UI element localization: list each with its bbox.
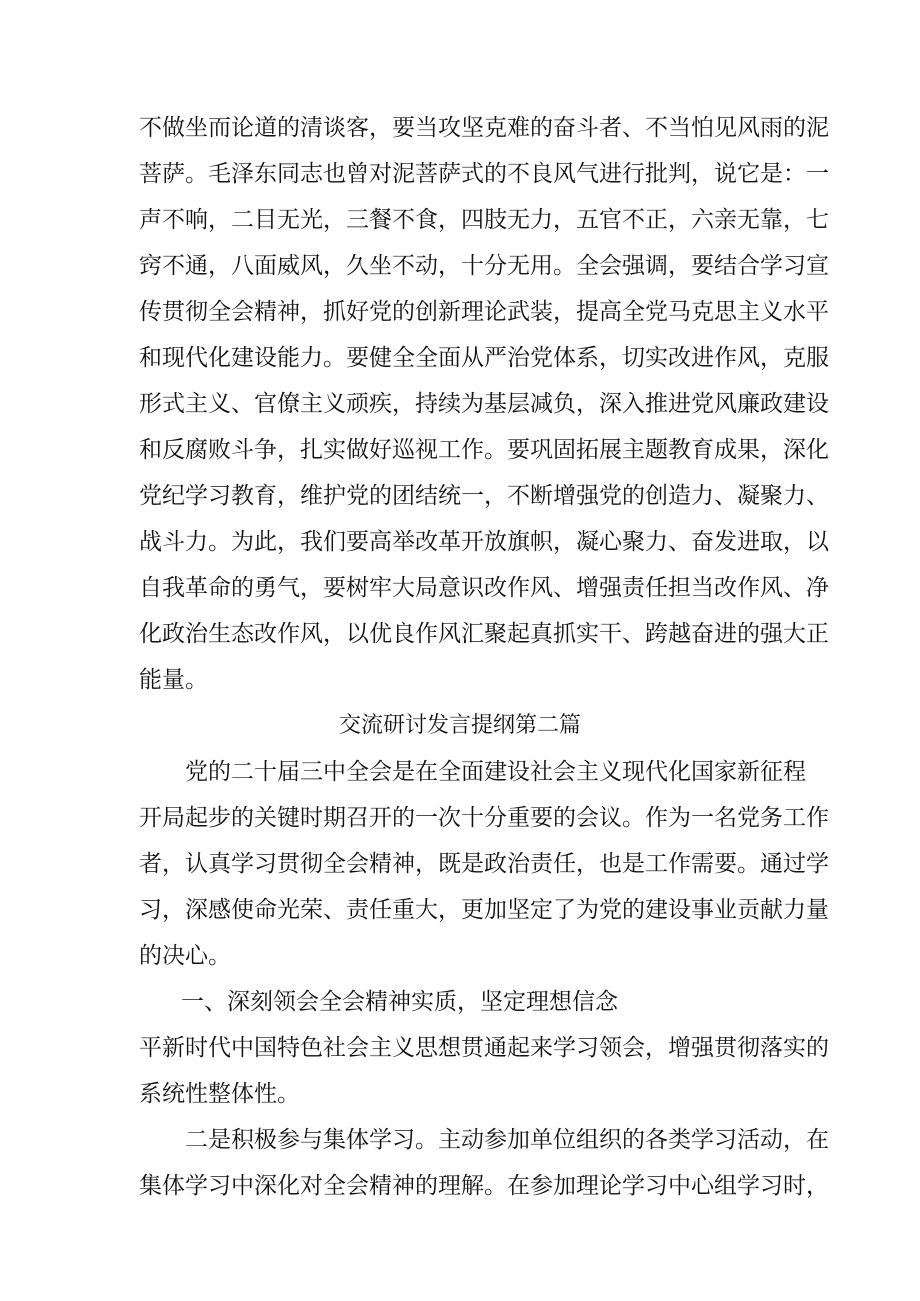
paragraph1-line: 能量。: [139, 667, 208, 693]
subheading: 一、深刻领会全会精神实质，坚定理想信念: [181, 989, 618, 1015]
paragraph1-line: 化政治生态改作风，以优良作风汇聚起真抓实干、跨越奋进的强大正: [139, 621, 829, 647]
paragraph1-line: 战斗力。为此，我们要高举改革开放旗帜，凝心聚力、奋发进取，以: [139, 529, 829, 555]
paragraph1-line: 和现代化建设能力。要健全全面从严治党体系，切实改进作风，克服: [139, 345, 829, 371]
paragraph1-line: 声不响，二目无光，三餐不食，四肢无力，五官不正，六亲无靠，七: [139, 207, 829, 233]
paragraph2-line: 者，认真学习贯彻全会精神，既是政治责任，也是工作需要。通过学: [139, 851, 829, 877]
paragraph2-line: 习，深感使命光荣、责任重大，更加坚定了为党的建设事业贡献力量: [139, 897, 829, 923]
paragraph2-line: 的决心。: [139, 943, 231, 969]
paragraph2-line: 党的二十届三中全会是在全面建设社会主义现代化国家新征程: [185, 759, 806, 785]
paragraph3-line: 平新时代中国特色社会主义思想贯通起来学习领会，增强贯彻落实的: [139, 1035, 829, 1061]
paragraph1-line: 党纪学习教育，维护党的团结统一，不断增强党的创造力、凝聚力、: [139, 483, 829, 509]
paragraph1-line: 形式主义、官僚主义顽疾，持续为基层减负，深入推进党风廉政建设: [139, 391, 829, 417]
paragraph1-line: 窍不通，八面威风，久坐不动，十分无用。全会强调，要结合学习宣: [139, 253, 829, 279]
paragraph4-line: 集体学习中深化对全会精神的理解。在参加理论学习中心组学习时，: [139, 1173, 829, 1199]
paragraph1-line: 传贯彻全会精神，抓好党的创新理论武装，提高全党马克思主义水平: [139, 299, 829, 325]
paragraph1-line: 不做坐而论道的清谈客，要当攻坚克难的奋斗者、不当怕见风雨的泥: [139, 115, 829, 141]
paragraph2-line: 开局起步的关键时期召开的一次十分重要的会议。作为一名党务工作: [139, 805, 829, 831]
paragraph4-line: 二是积极参与集体学习。主动参加单位组织的各类学习活动，在: [185, 1127, 829, 1153]
paragraph3-line: 系统性整体性。: [139, 1081, 300, 1107]
paragraph1-line: 自我革命的勇气，要树牢大局意识改作风、增强责任担当改作风、净: [139, 575, 829, 601]
section-title: 交流研讨发言提纲第二篇: [338, 713, 581, 738]
paragraph1-line: 和反腐败斗争，扎实做好巡视工作。要巩固拓展主题教育成果，深化: [139, 437, 829, 463]
paragraph1-line: 菩萨。毛泽东同志也曾对泥菩萨式的不良风气进行批判，说它是：一: [139, 161, 829, 187]
